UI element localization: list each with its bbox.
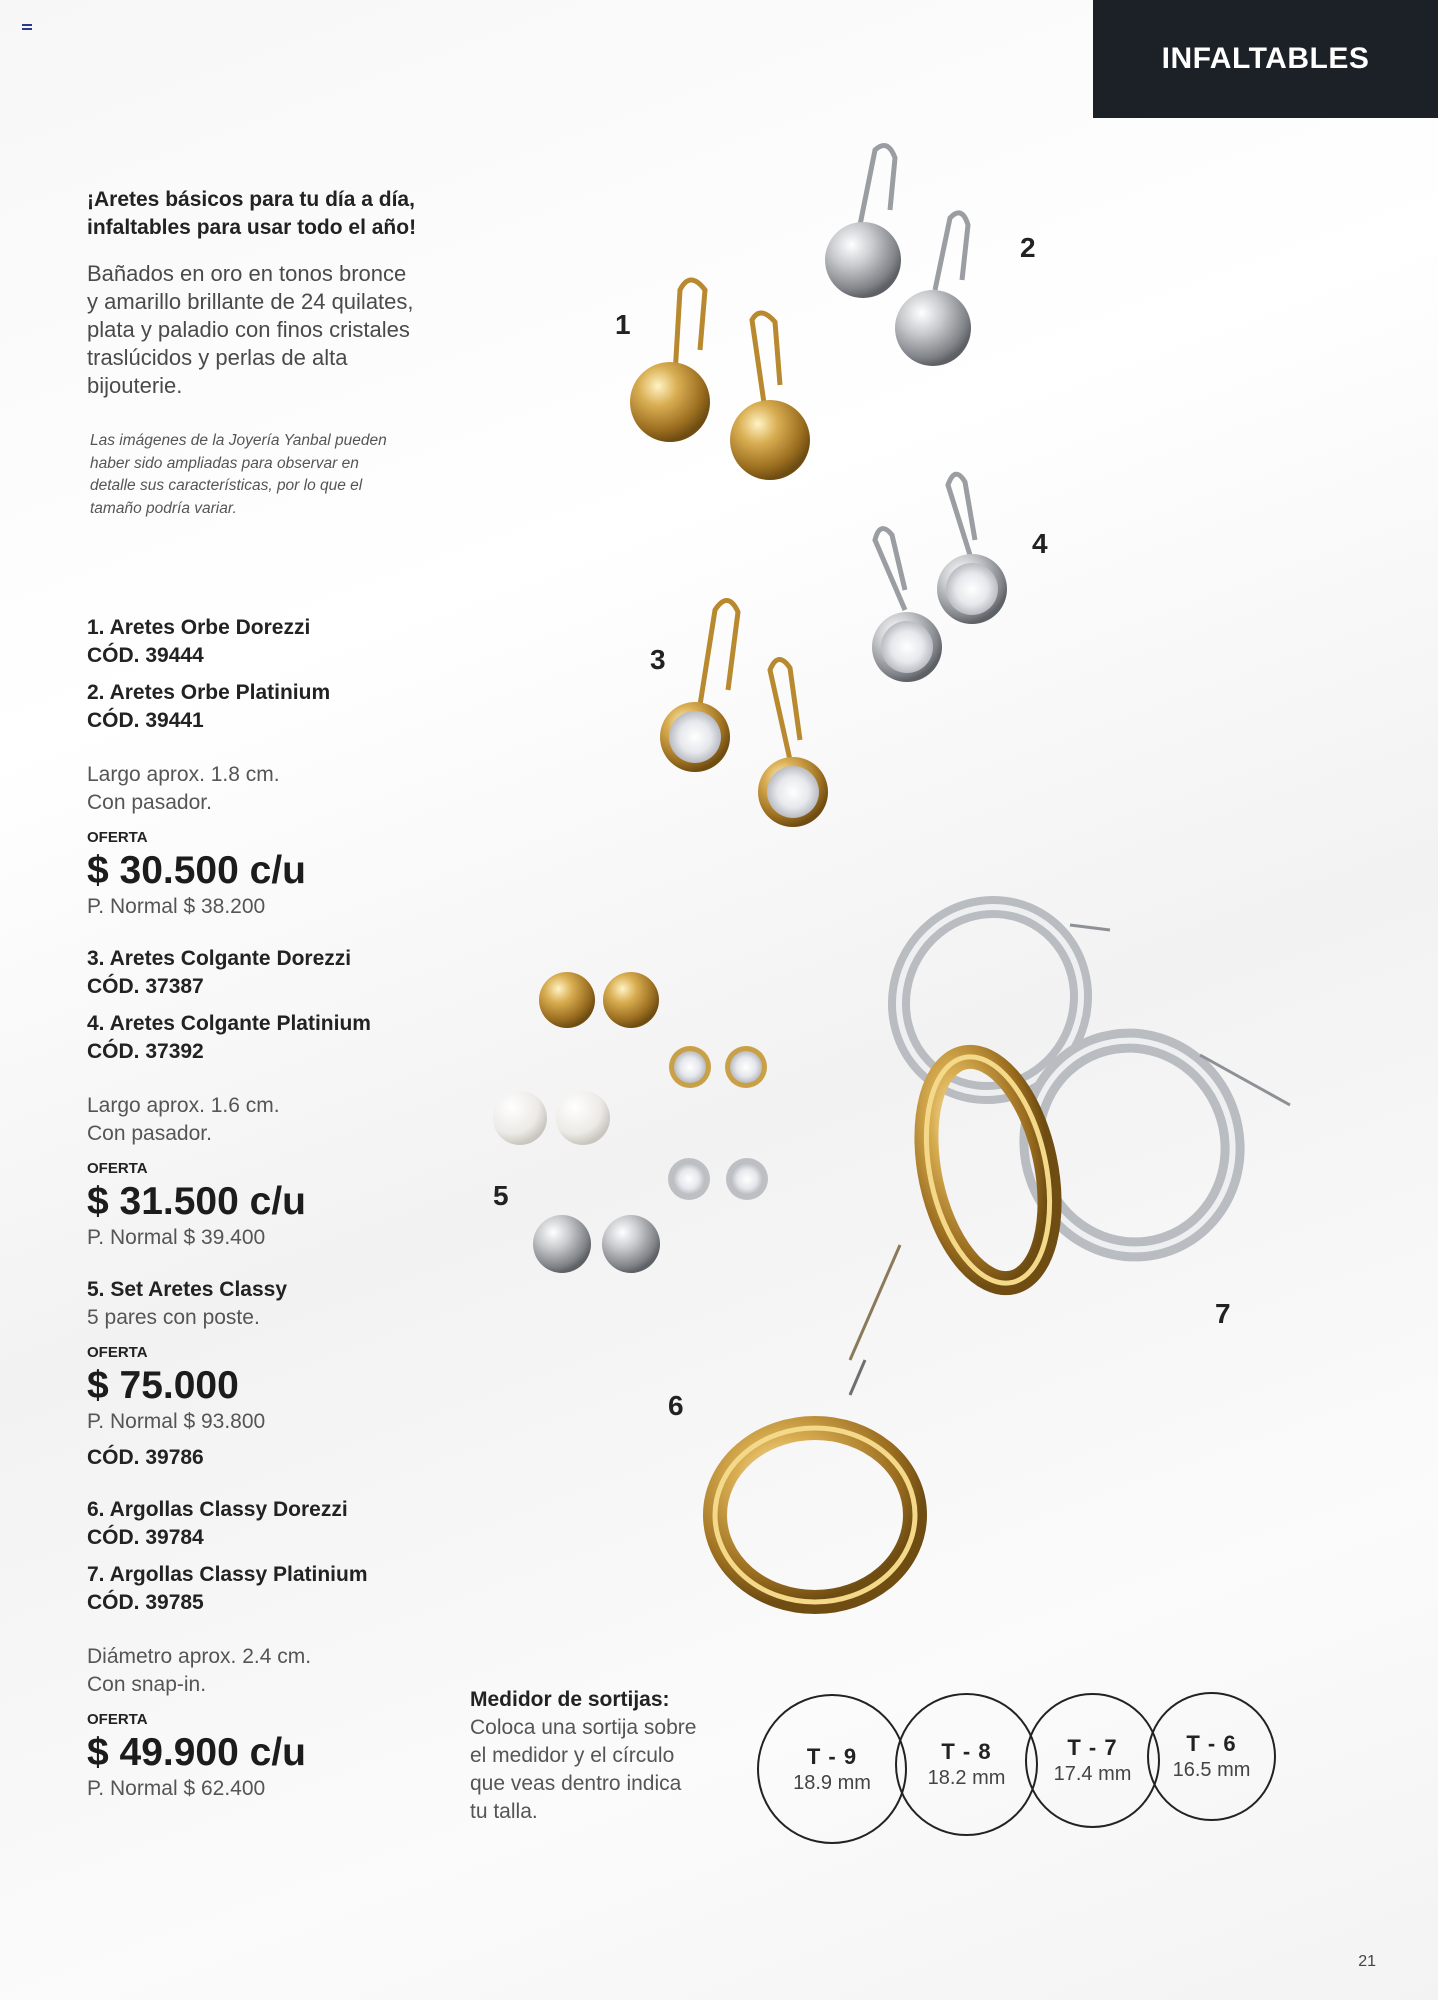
earring-2-silver-orbe [825,146,971,367]
normal-price: P. Normal $ 39.400 [87,1226,266,1249]
offer-price: $ 30.500 c/u [87,849,306,892]
ring-size-mm: 17.4 mm [1053,1763,1132,1785]
ring-sizer-info [470,1686,730,1826]
offer-price: $ 31.500 c/u [87,1180,306,1223]
oferta-label: OFERTA [87,829,148,846]
normal-price: P. Normal $ 62.400 [87,1777,266,1800]
ring-size-circle [895,1693,1038,1836]
ring-size-mm: 18.2 mm [927,1767,1006,1789]
ring-size-circle [1147,1692,1276,1821]
product-detail: Con snap-in. [87,1673,207,1696]
ring-sizer-line: Coloca una sortija sobre [470,1716,697,1739]
page-number: 21 [1358,1953,1376,1970]
hoops-6-gold [715,1045,1069,1602]
desc-line: Bañados en oro en tonos bronce [87,261,407,286]
product-code: CÓD. 39441 [87,709,204,732]
normal-price: P. Normal $ 93.800 [87,1410,266,1433]
disclaimer-line: detalle sus características, por lo que el [90,477,363,494]
photo-number: 1 [615,309,631,340]
photo-number: 7 [1215,1298,1231,1329]
product-detail: Largo aprox. 1.6 cm. [87,1094,280,1117]
desc-line: bijouterie. [87,373,183,398]
product-detail: Con pasador. [87,1122,212,1145]
normal-price: P. Normal $ 38.200 [87,895,266,918]
product-detail: Largo aprox. 1.8 cm. [87,763,280,786]
ring-size-label: T - 7 [1067,1735,1118,1760]
product-code: CÓD. 37387 [87,975,204,998]
product-code: CÓD. 39785 [87,1591,204,1614]
desc-line: traslúcidos y perlas de alta [87,345,348,370]
ring-size-circle [757,1694,907,1844]
desc-line: plata y paladio con finos cristales [87,317,410,342]
product-detail: Diámetro aprox. 2.4 cm. [87,1645,312,1668]
disclaimer-line: tamaño podría variar. [90,499,237,517]
photo-number: 3 [650,644,666,675]
product-name: 2. Aretes Orbe Platinium [87,681,331,704]
product-name: 5. Set Aretes Classy [87,1278,288,1301]
oferta-label: OFERTA [87,1711,148,1728]
ring-size-label: T - 6 [1186,1731,1237,1756]
ring-size-label: T - 8 [941,1739,992,1764]
product-code: CÓD. 39444 [87,644,204,667]
earring-set-5-studs [493,972,768,1273]
oferta-label: OFERTA [87,1160,148,1177]
earring-1-gold-orbe [630,280,810,480]
product-name: 4. Aretes Colgante Platinium [87,1012,371,1035]
earring-4-silver-colgante [872,474,1007,682]
ring-sizer-line: el medidor y el círculo [470,1744,675,1767]
product-name: 7. Argollas Classy Platinium [87,1563,368,1586]
ring-size-label: T - 9 [806,1743,858,1769]
product-code: CÓD. 39786 [87,1446,204,1469]
product-detail: 5 pares con poste. [87,1306,260,1329]
ring-size-mm: 18.9 mm [793,1771,871,1794]
oferta-label: OFERTA [87,1344,148,1361]
ring-size-mm: 16.5 mm [1172,1759,1251,1781]
product-name: 1. Aretes Orbe Dorezzi [87,616,311,639]
ring-size-circle [1025,1693,1160,1828]
disclaimer-line: Las imágenes de la Joyería Yanbal pueden [90,432,387,449]
earring-3-gold-colgante [660,600,828,827]
ring-sizer-line: que veas dentro indica [470,1772,682,1795]
product-detail: Con pasador. [87,791,212,814]
offer-price: $ 75.000 [87,1364,239,1407]
photo-number: 6 [668,1390,684,1421]
desc-line: y amarillo brillante de 24 quilates, [87,289,414,314]
intro-title-line: infaltables para usar todo el año! [87,216,417,239]
product-name: 3. Aretes Colgante Dorezzi [87,947,352,970]
disclaimer-line: haber sido ampliadas para observar en [90,454,359,472]
offer-price: $ 49.900 c/u [87,1731,306,1774]
section-title: INFALTABLES [1161,42,1370,75]
photo-number: 4 [1032,528,1048,559]
photo-number: 2 [1020,232,1036,263]
product-code: CÓD. 39784 [87,1526,204,1549]
photo-number: 5 [493,1180,509,1211]
intro-title-line: ¡Aretes básicos para tu día a día, [87,188,415,211]
ring-sizer-title: Medidor de sortijas: [470,1688,670,1711]
product-name: 6. Argollas Classy Dorezzi [87,1498,348,1521]
product-code: CÓD. 37392 [87,1040,204,1063]
ring-sizer-line: tu talla. [470,1800,538,1823]
